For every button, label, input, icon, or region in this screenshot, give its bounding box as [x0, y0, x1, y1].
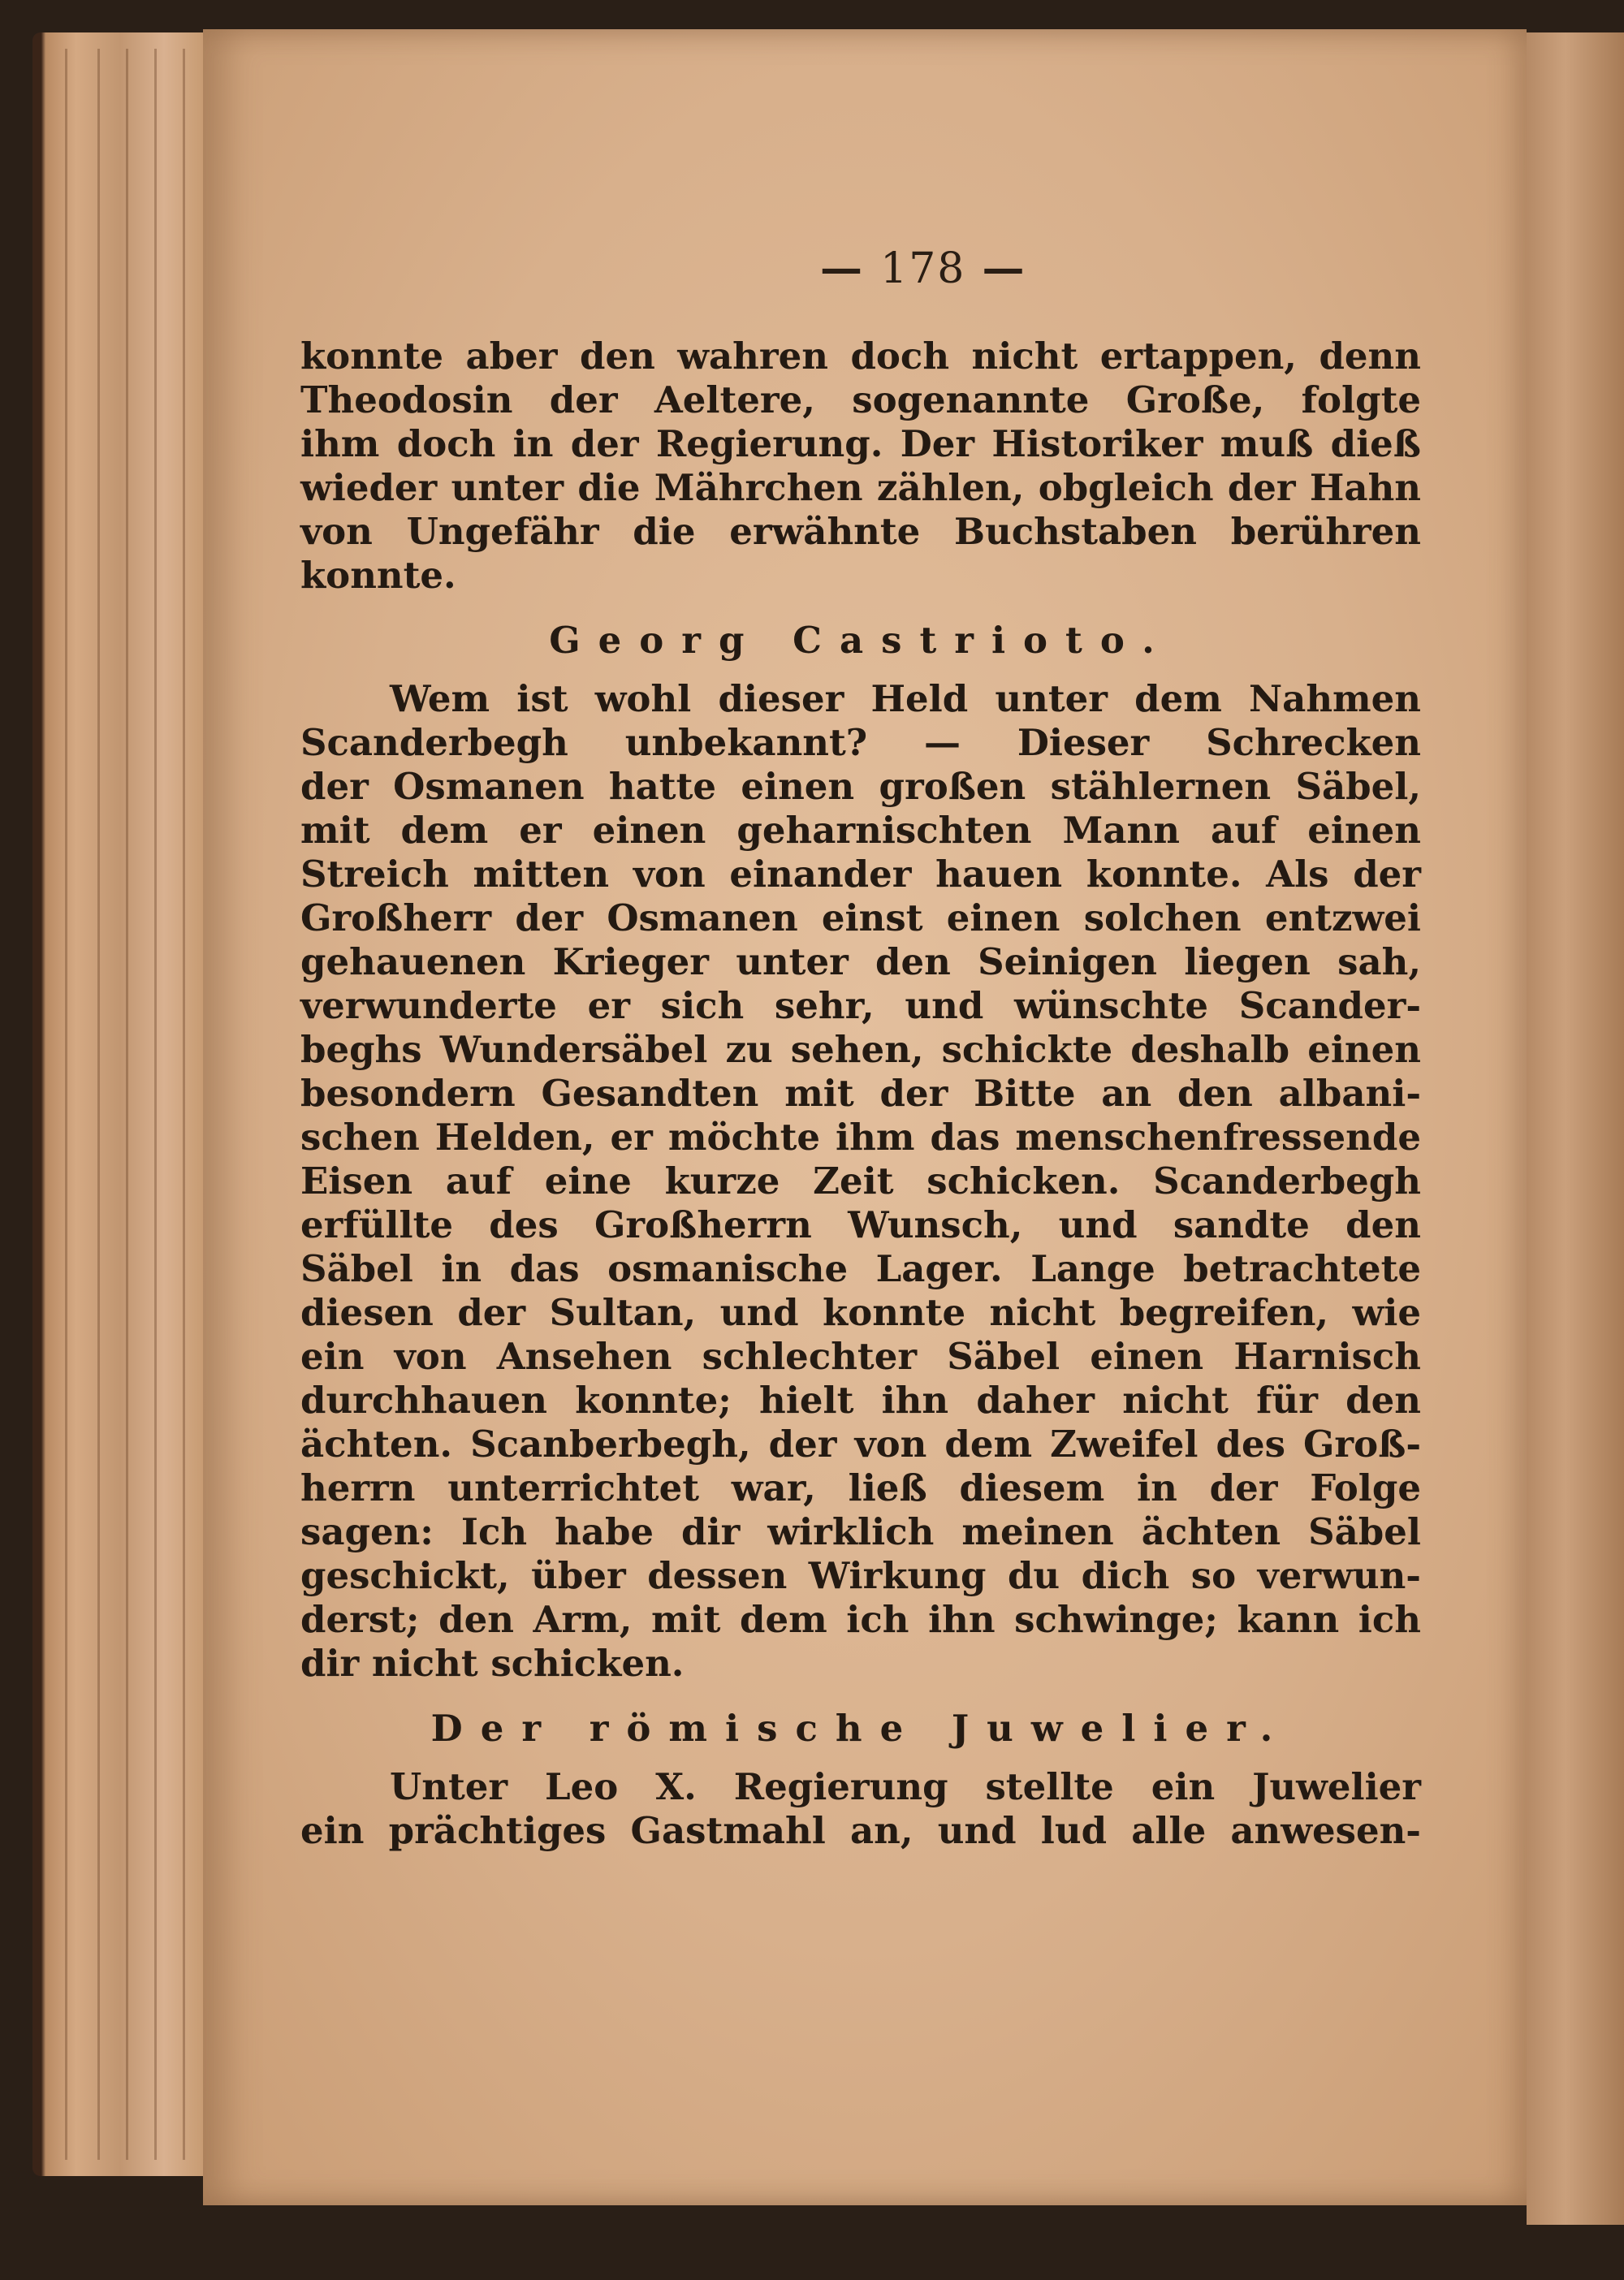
text-line: gehauenen Krieger unter den Seinigen liegen sah, [300, 940, 1421, 983]
text-line: durchhauen konnte; hielt ihn daher nicht für den [300, 1379, 1421, 1422]
text-line: ihm doch in der Regierung. Der Historiker muß dieß [300, 422, 1421, 465]
page-number: — 178 — [820, 244, 1026, 293]
section-1 [300, 335, 1421, 598]
text-line: der Osmanen hatte einen großen stählernen Säbel, [300, 765, 1421, 808]
text-line: geschickt, über dessen Wirkung du dich so verwun- [300, 1554, 1421, 1597]
text-line: Unter Leo X. Regierung stellte ein Juwelier [390, 1765, 1421, 1808]
text-line: dir nicht schicken. [300, 1642, 685, 1685]
text-line: Theodosin der Aeltere, sogenannte Große, folgte [300, 378, 1421, 421]
text-line: beghs Wundersäbel zu sehen, schickte deshalb einen [300, 1028, 1421, 1071]
section-2 [300, 677, 1421, 1686]
text-line: Säbel in das osmanische Lager. Lange betrachtete [300, 1247, 1421, 1290]
section-heading-georg-castrioto: Georg Castrioto. [549, 619, 1173, 662]
text-line: ein prächtiges Gastmahl an, und lud alle anwesen- [300, 1809, 1421, 1852]
text-line: wieder unter die Mährchen zählen, obgleich der Hahn [300, 466, 1421, 509]
text-line: schen Helden, er möchte ihm das menschenfressende [300, 1116, 1421, 1159]
facing-page-edge [1527, 32, 1624, 2225]
text-line: Scanderbegh unbekannt? — Dieser Schrecken [300, 721, 1421, 764]
section-heading-der-roemische-juwelier: Der römische Juwelier. [430, 1707, 1291, 1750]
text-block [300, 335, 1421, 1853]
section-3 [300, 1765, 1421, 1853]
text-line: konnte aber den wahren doch nicht ertappen, denn [300, 335, 1421, 378]
text-line: sagen: Ich habe dir wirklich meinen ächten Säbel [300, 1510, 1421, 1553]
text-line: herrn unterrichtet war, ließ diesem in der Folge [300, 1466, 1421, 1509]
text-line: erfüllte des Großherrn Wunsch, und sandte den [300, 1203, 1421, 1246]
text-line: verwunderte er sich sehr, und wünschte Scander- [300, 984, 1421, 1027]
text-line: konnte. [300, 554, 456, 597]
text-line: besondern Gesandten mit der Bitte an den albani- [300, 1072, 1421, 1115]
text-line: mit dem er einen geharnischten Mann auf einen [300, 809, 1421, 852]
text-line: ächten. Scanberbegh, der von dem Zweifel des Groß- [300, 1423, 1421, 1466]
page-number-value: 178 [880, 244, 966, 293]
text-line: Großherr der Osmanen einst einen solchen entzwei [300, 896, 1421, 939]
text-line: Streich mitten von einander hauen konnte. Als der [300, 853, 1421, 896]
text-line: von Ungefähr die erwähnte Buchstaben berühren [300, 510, 1421, 553]
text-line: Wem ist wohl dieser Held unter dem Nahmen [390, 677, 1421, 720]
text-line: derst; den Arm, mit dem ich ihn schwinge; kann ich [300, 1598, 1421, 1641]
text-line: ein von Ansehen schlechter Säbel einen Harnisch [300, 1335, 1421, 1378]
text-line: diesen der Sultan, und konnte nicht begreifen, wie [300, 1291, 1421, 1334]
text-line: Eisen auf eine kurze Zeit schicken. Scanderbegh [300, 1159, 1421, 1203]
